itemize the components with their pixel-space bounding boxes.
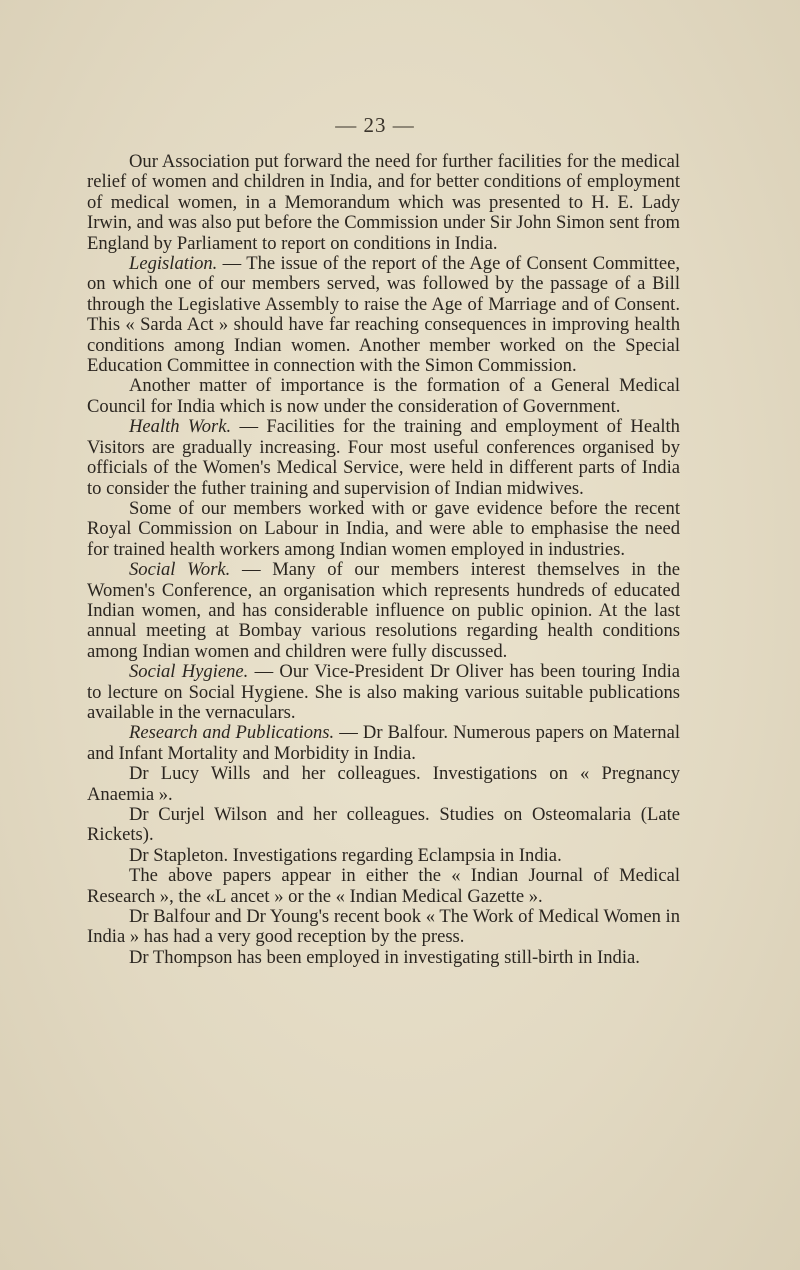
paragraph-stapleton <box>87 846 680 866</box>
paragraph-text: — Our Vice-President Dr Oliver has been touring India to lecture on Social Hygiene. She is also making various suitable publications available in the vernaculars. <box>87 661 681 723</box>
paragraph-social-work <box>87 560 680 662</box>
page-number: — 23 — <box>335 113 415 137</box>
body-text <box>87 152 680 968</box>
paragraph-lucy-wills <box>87 764 680 805</box>
section-heading-legislation: Legislation. <box>129 253 218 275</box>
paragraph-text: — Facilities for the training and employment of Health Visitors are gradually increasing. Four most useful conferences organised by officials of the Women's Medical Service, were held in different parts of India to consider the futher training and supervision of Indian midwives. <box>87 416 680 499</box>
paragraph-legislation <box>87 254 680 376</box>
paragraph-text: The above papers appear in either the « Indian Journal of Medical Research », the «L ancet » or the « Indian Medical Gazette ». <box>87 865 680 907</box>
paragraph-text: Dr Lucy Wills and her colleagues. Investigations on « Pregnancy Anaemia ». <box>87 763 680 805</box>
paragraph-health-work <box>87 417 680 499</box>
paragraph-medical-council <box>87 376 680 417</box>
section-heading-social-hygiene: Social Hygiene. <box>129 661 249 683</box>
paragraph-text: Dr Thompson has been employed in investigating still-birth in India. <box>129 946 640 968</box>
paragraph-labour-commission <box>87 499 680 560</box>
paragraph-text: — The issue of the report of the Age of Consent Committee, on which one of our members served, was followed by the passage of a Bill through the Legislative Assembly to raise the Age of Marriage and of Consent. This « Sarda Act » should have far reaching consequences in improving health conditions among Indian women. Another member worked on the Special Education Committee in connection with the Simon Commission. <box>87 253 680 377</box>
paragraph-text: Another matter of importance is the formation of a General Medical Council for India which is now under the consideration of Government. <box>87 375 680 417</box>
paragraph-text: Dr Stapleton. Investigations regarding Eclampsia in India. <box>129 844 562 866</box>
paragraph-text: — Many of our members interest themselves in the Women's Conference, an organisation which represents hundreds of educated Indian women, and has considerable influence on public opinion. At the last annual meeting at Bombay various resolutions regarding health conditions among Indian women and children were fully discussed. <box>87 559 681 662</box>
paragraph-research-publications <box>87 723 680 764</box>
paragraph-journals <box>87 866 680 907</box>
section-heading-health-work: Health Work. <box>129 416 232 438</box>
paragraph-text: Some of our members worked with or gave evidence before the recent Royal Commission on Labour in India, and were able to emphasise the need for trained health workers among Indian women employed in industries. <box>87 497 680 560</box>
section-heading-research-publications: Research and Publications. <box>129 722 335 744</box>
paragraph-text: Dr Curjel Wilson and her colleagues. Studies on Osteomalaria (Late Rickets). <box>87 804 680 846</box>
paragraph-book <box>87 907 680 948</box>
paragraph-text: Our Association put forward the need for further facilities for the medical relief of women and children in India, and for better conditions of employment of medical women, in a Memorandum which was presented to H. E. Lady Irwin, and was also put before the Commission under Sir John Simon sent from England by Parliament to report on conditions in India. <box>87 151 680 254</box>
paragraph-text: Dr Balfour and Dr Young's recent book « The Work of Medical Women in India » has had a very good reception by the press. <box>87 906 680 948</box>
section-heading-social-work: Social Work. <box>129 559 231 581</box>
paragraph-association-memorandum <box>87 152 680 254</box>
paragraph-text: — Dr Balfour. Numerous papers on Maternal and Infant Mortality and Morbidity in India. <box>87 722 680 764</box>
paragraph-thompson <box>87 948 680 968</box>
paragraph-social-hygiene <box>87 662 680 723</box>
paragraph-curjel-wilson <box>87 805 680 846</box>
